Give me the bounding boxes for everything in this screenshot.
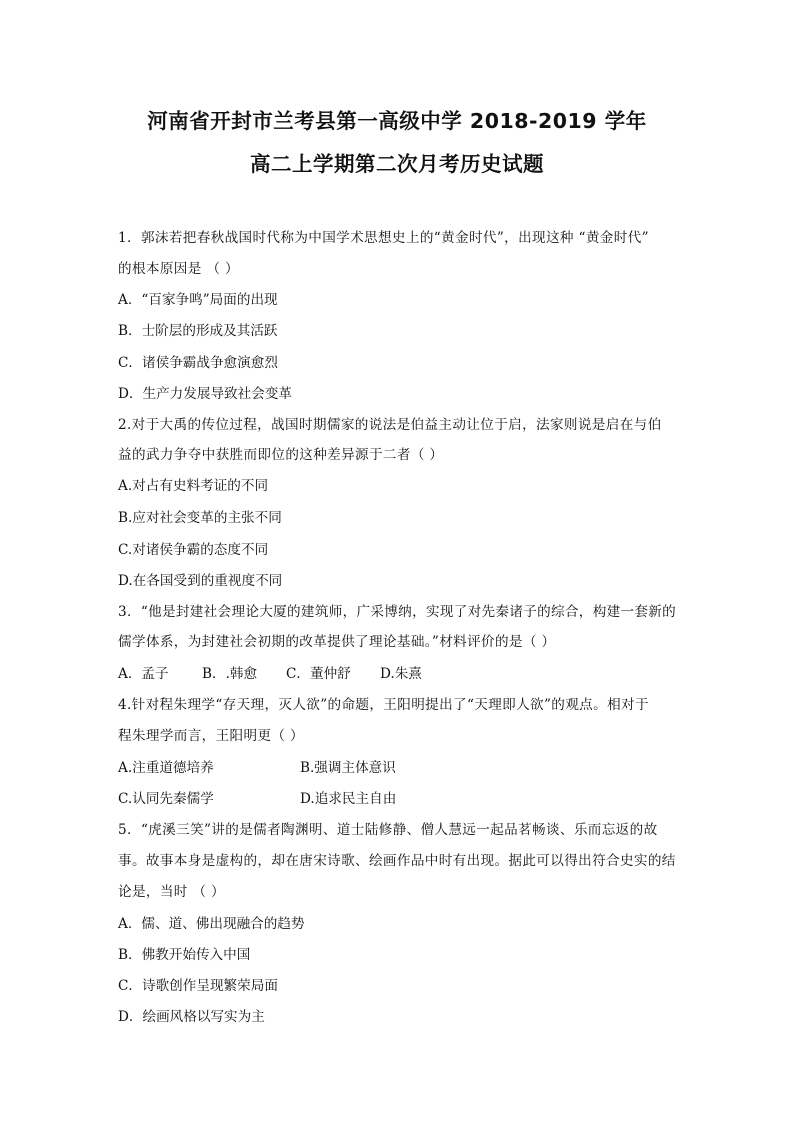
q3-option-c: C．董仲舒 <box>286 666 351 682</box>
q2-option-b: B.应对社会变革的主张不同 <box>118 510 282 526</box>
q5-stem-line1: 5．“虎溪三笑”讲的是儒者陶渊明、道士陆修静、僧人慧远一起品茗畅谈、乐而忘返的故 <box>118 822 658 838</box>
exam-title-line1: 河南省开封市兰考县第一高级中学 2018-2019 学年 <box>147 109 647 133</box>
q4-option-c: C.认同先秦儒学 <box>118 791 214 807</box>
q1-stem-line2: 的根本原因是 （ ） <box>118 261 239 277</box>
q4-stem-line2: 程朱理学而言，王阳明更（ ） <box>118 728 304 744</box>
q1-option-b: B．士阶层的形成及其活跃 <box>118 323 278 339</box>
q3-stem-line2: 儒学体系，为封建社会初期的改革提供了理论基础。”材料评价的是（ ） <box>118 634 556 650</box>
q1-stem-line1: 1．郭沫若把春秋战国时代称为中国学术思想史上的“黄金时代”，出现这种 “黄金时代” <box>118 230 649 246</box>
q3-stem-line1: 3．“他是封建社会理论大厦的建筑师，广采博纳，实现了对先秦诸子的综合，构建一套新的 <box>118 604 677 620</box>
q1-option-a: A．“百家争鸣”局面的出现 <box>118 292 278 308</box>
q5-option-a: A．儒、道、佛出现融合的趋势 <box>118 916 305 932</box>
q1-option-c: C．诸侯争霸战争愈演愈烈 <box>118 355 278 371</box>
exam-title-line2: 高二上学期第二次月考历史试题 <box>250 152 544 176</box>
q2-option-d: D.在各国受到的重视度不同 <box>118 573 283 589</box>
q1-option-d: D．生产力发展导致社会变革 <box>118 386 293 402</box>
q5-option-b: B．佛教开始传入中国 <box>118 947 251 963</box>
q5-option-c: C．诗歌创作呈现繁荣局面 <box>118 978 278 994</box>
q3-option-a: A．孟子 <box>118 666 169 682</box>
q3-options-row <box>118 665 422 683</box>
q2-option-a: A.对占有史料考证的不同 <box>118 478 269 494</box>
q5-stem-line2: 事。故事本身是虚构的，却在唐宋诗歌、绘画作品中时有出现。据此可以得出符合史实的结 <box>118 853 676 869</box>
q3-option-d: D.朱熹 <box>380 666 422 682</box>
q2-option-c: C.对诸侯争霸的态度不同 <box>118 542 269 558</box>
q4-option-a: A.注重道德培养 <box>118 760 214 776</box>
q5-stem-line3: 论是，当时 （ ） <box>118 884 225 900</box>
q4-option-b: B.强调主体意识 <box>300 760 396 776</box>
q2-stem-line2: 益的武力争夺中获胜而即位的这种差异源于二者（ ） <box>118 447 444 463</box>
q4-option-d: D.追求民主自由 <box>300 791 397 807</box>
q5-option-d: D．绘画风格以写实为主 <box>118 1009 265 1025</box>
q3-option-b: B．.韩愈 <box>202 666 258 682</box>
q2-stem-line1: 2.对于大禹的传位过程，战国时期儒家的说法是伯益主动让位于启，法家则说是启在与伯 <box>118 417 662 433</box>
q4-stem-line1: 4.针对程朱理学“存天理，灭人欲”的命题，王阳明提出了“天理即人欲”的观点。相对于 <box>118 697 649 713</box>
